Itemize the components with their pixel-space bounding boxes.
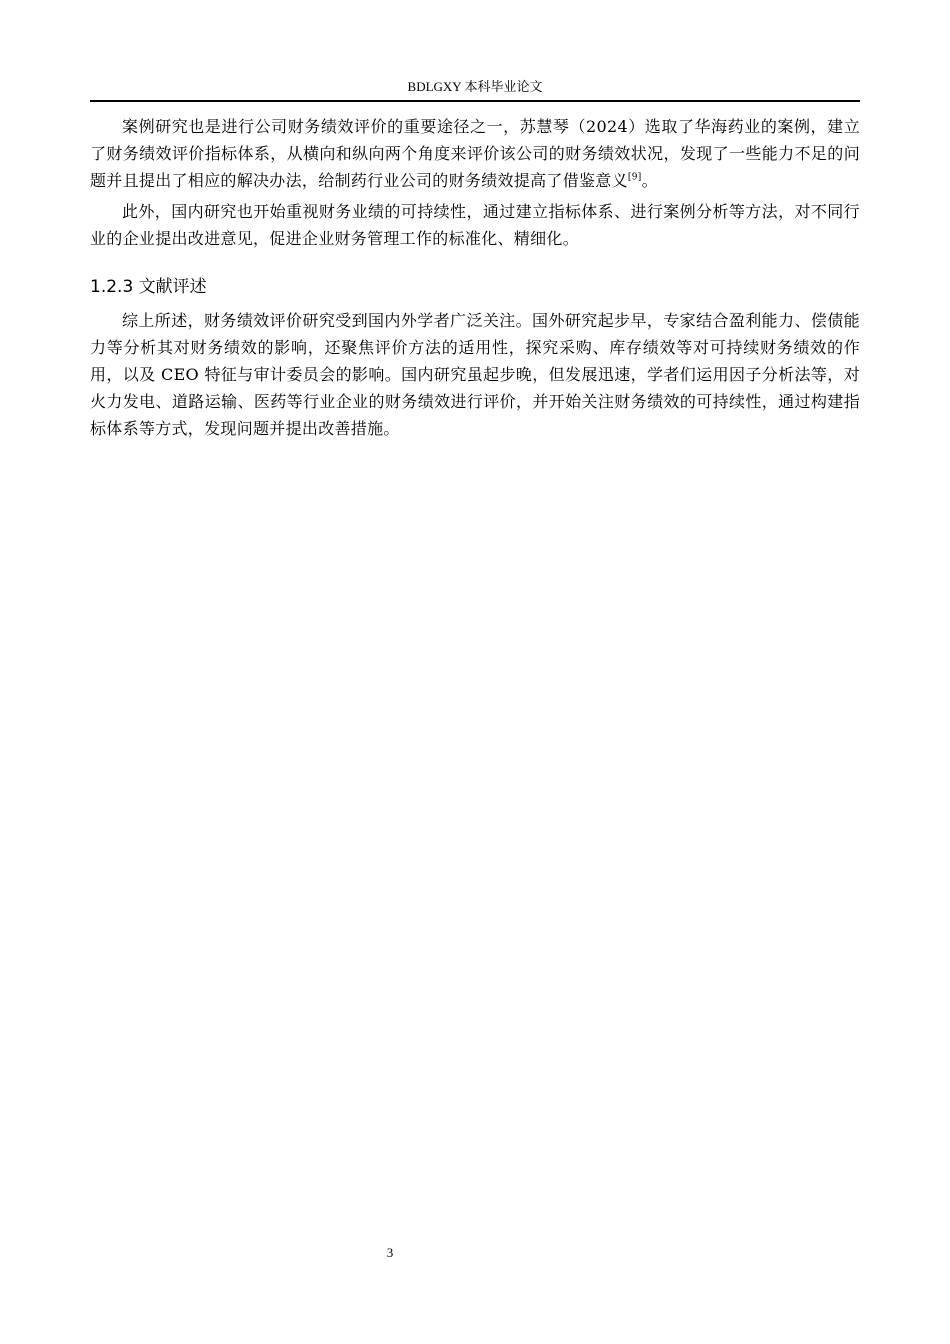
section-heading-literature-review: 1.2.3 文献评述	[90, 277, 207, 297]
paragraph-case-study	[90, 113, 860, 194]
paragraph-text: 案例研究也是进行公司财务绩效评价的重要途径之一，苏慧琴（2024）选取了华海药业的案例，建立了财务绩效评价指标体系，从横向和纵向两个角度来评价该公司的财务绩效状况，发现了一些能力不足的问题并且提出了相应的解决办法，给制药行业公司的财务绩效提高了借鉴意义	[90, 117, 860, 190]
paragraph-sustainability: 此外，国内研究也开始重视财务业绩的可持续性，通过建立指标体系、进行案例分析等方法，对不同行业的企业提出改进意见，促进企业财务管理工作的标准化、精细化。	[90, 202, 860, 248]
citation-reference[interactable]: [9]	[627, 172, 642, 183]
paragraph-literature-review: 综上所述，财务绩效评价研究受到国内外学者广泛关注。国外研究起步早，专家结合盈利能力、偿债能力等分析其对财务绩效的影响，还聚焦评价方法的适用性，探究采购、库存绩效等对可持续财务绩效的作用，以及 CEO 特征与审计委员会的影响。国内研究虽起步晚，但发展迅速，学者们运用因子分析法等，对火力发电、道路运输、医药等行业企业的财务绩效进行评价，并开始关注财务绩效的可持续性，通过构建指标体系等方式，发现问题并提出改善措施。	[90, 311, 860, 438]
header-rule	[90, 100, 860, 102]
page-number: 3	[386, 1245, 394, 1260]
page-content	[90, 113, 860, 442]
paragraph-end: 。	[641, 171, 658, 190]
page-header: BDLGXY 本科毕业论文	[407, 79, 543, 94]
